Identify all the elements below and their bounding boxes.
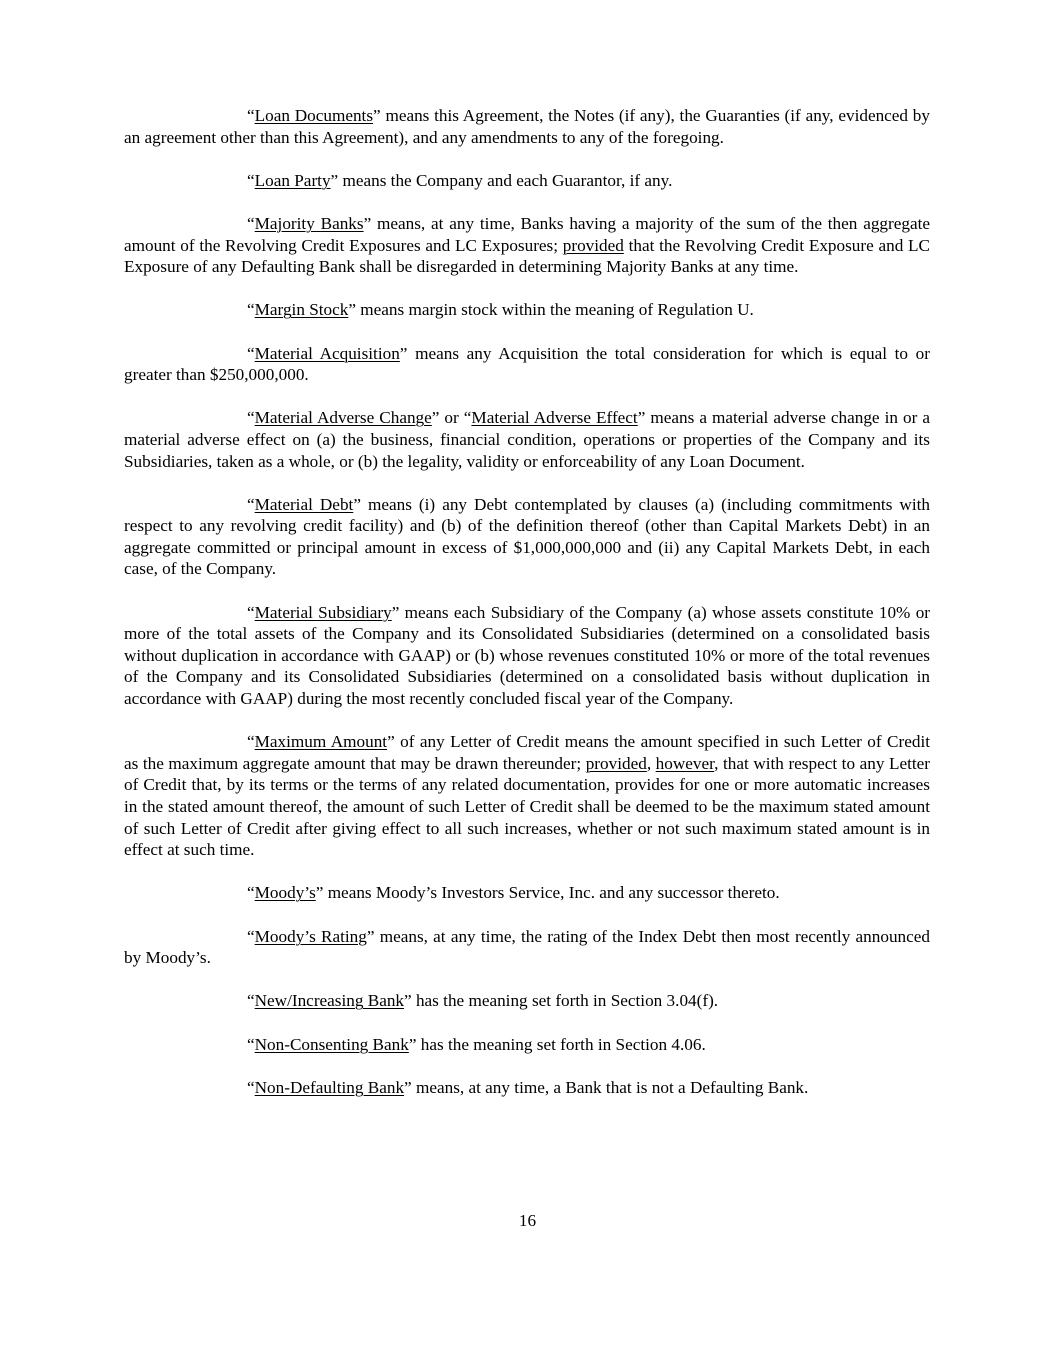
definitions-list bbox=[124, 105, 930, 1120]
definition-paragraph bbox=[124, 343, 930, 386]
definition-text: ” means, at any time, Banks having a majority of the sum of the then aggregate amount of the Revolving Credit Exposures and LC Exposures; bbox=[124, 213, 930, 255]
definition-text: ” means this Agreement, the Notes (if any), the Guaranties (if any, evidenced by an agreement other than this Agreement), and any amendments to any of the foregoing. bbox=[124, 106, 930, 147]
defined-term: Non-Defaulting Bank bbox=[254, 1077, 405, 1097]
definition-paragraph bbox=[124, 1034, 930, 1056]
definition-text: ” means each Subsidiary of the Company (a) whose assets constitute 10% or more of the total assets of the Company and its Consolidated Subsidiaries (determined on a consolidated basis without duplication in accordance with GAAP) or (b) whose revenues constituted 10% or more of the total revenues of the Company and its Consolidated Subsidiaries (determined on a consolidated basis without duplication in accordance with GAAP) during the most recently concluded fiscal year of the Company. bbox=[124, 602, 931, 709]
definition-text: “ bbox=[247, 1034, 255, 1054]
definition-text: “ bbox=[247, 408, 255, 428]
definition-text: “ bbox=[247, 106, 255, 125]
definition-paragraph bbox=[124, 602, 930, 710]
page-number: 16 bbox=[518, 1211, 537, 1230]
definition-text: “ bbox=[247, 300, 255, 320]
defined-term: Non-Consenting Bank bbox=[254, 1034, 409, 1054]
defined-term: Majority Banks bbox=[254, 213, 364, 233]
definition-paragraph bbox=[124, 213, 930, 278]
definition-paragraph bbox=[124, 926, 930, 969]
defined-term: Material Acquisition bbox=[254, 343, 400, 363]
definition-text: ” has the meaning set forth in Section 4.06. bbox=[408, 1034, 706, 1054]
definition-paragraph bbox=[124, 170, 930, 192]
definition-text: ” means, at any time, a Bank that is not a Defaulting Bank. bbox=[404, 1077, 809, 1097]
definition-paragraph bbox=[124, 882, 930, 904]
definition-text: ” has the meaning set forth in Section 3.04(f). bbox=[404, 991, 719, 1011]
definition-paragraph bbox=[124, 105, 930, 148]
definition-text: “ bbox=[247, 991, 255, 1011]
definition-text: “ bbox=[247, 1077, 255, 1097]
defined-term: however bbox=[655, 753, 715, 773]
definition-paragraph bbox=[124, 990, 930, 1012]
defined-term: Margin Stock bbox=[254, 300, 349, 320]
definition-text: “ bbox=[247, 926, 255, 946]
definition-text: “ bbox=[247, 213, 255, 233]
defined-term: Material Adverse Change bbox=[254, 408, 432, 428]
definition-text: ” or “ bbox=[431, 408, 472, 428]
definition-text: ” means the Company and each Guarantor, if any. bbox=[330, 170, 673, 190]
definition-text: , bbox=[646, 753, 656, 773]
defined-term: Material Adverse Effect bbox=[471, 408, 638, 428]
definition-text: , that with respect to any Letter of Credit that, by its terms or the terms of any related documentation, provides for one or more automatic increases in the stated amount thereof, the amount of such Letter of Credit shall be deemed to be the maximum stated amount of such Letter of Credit after giving effect to all such increases, whether or not such maximum stated amount is in effect at such time. bbox=[124, 753, 931, 860]
definition-text: ” means, at any time, the rating of the Index Debt then most recently announced by Moody’s. bbox=[124, 926, 930, 968]
definition-text: ” means (i) any Debt contemplated by clauses (a) (including commitments with respect to any revolving credit facility) and (b) of the definition thereof (other than Capital Markets Debt) in an aggregate committed or principal amount in excess of $1,000,000,000 and (ii) any Capital Markets Debt, in each case, of the Company. bbox=[124, 494, 930, 579]
defined-term: Material Subsidiary bbox=[254, 602, 392, 622]
definition-text: that the Revolving Credit Exposure and LC Exposure of any Defaulting Bank shall be disregarded in determining Majority Banks at any time. bbox=[124, 235, 930, 277]
definition-paragraph bbox=[124, 1077, 930, 1099]
definition-text: “ bbox=[247, 343, 255, 363]
definition-paragraph bbox=[124, 299, 930, 321]
defined-term: Moody’s Rating bbox=[254, 926, 367, 946]
definition-text: “ bbox=[247, 602, 255, 622]
definition-text: ” of any Letter of Credit means the amount specified in such Letter of Credit as the maximum aggregate amount that may be drawn thereunder; bbox=[124, 732, 930, 773]
defined-term: Moody’s bbox=[254, 883, 316, 903]
defined-term: Maximum Amount bbox=[254, 732, 388, 752]
definition-text: “ bbox=[247, 170, 255, 190]
definition-text: “ bbox=[247, 494, 255, 514]
definition-text: “ bbox=[247, 732, 255, 752]
defined-term: Material Debt bbox=[254, 494, 354, 514]
defined-term: Loan Party bbox=[254, 170, 331, 190]
definition-paragraph bbox=[124, 494, 930, 580]
definition-text: ” means any Acquisition the total consideration for which is equal to or greater than $250,000,000. bbox=[124, 343, 930, 385]
defined-term: provided bbox=[562, 235, 624, 255]
definition-text: ” means Moody’s Investors Service, Inc. and any successor thereto. bbox=[315, 883, 780, 903]
definition-text: “ bbox=[247, 883, 255, 903]
definition-text: ” means margin stock within the meaning of Regulation U. bbox=[348, 300, 754, 320]
defined-term: New/Increasing Bank bbox=[254, 991, 405, 1011]
definition-paragraph bbox=[124, 731, 930, 861]
defined-term: Loan Documents bbox=[254, 106, 374, 125]
defined-term: provided bbox=[585, 753, 647, 773]
definition-text: ” means a material adverse change in or a material adverse effect on (a) the business, financial condition, operations or properties of the Company and its Subsidiaries, taken as a whole, or (b) the legality, validity or enforceability of any Loan Document. bbox=[124, 408, 930, 471]
definition-paragraph bbox=[124, 407, 930, 472]
